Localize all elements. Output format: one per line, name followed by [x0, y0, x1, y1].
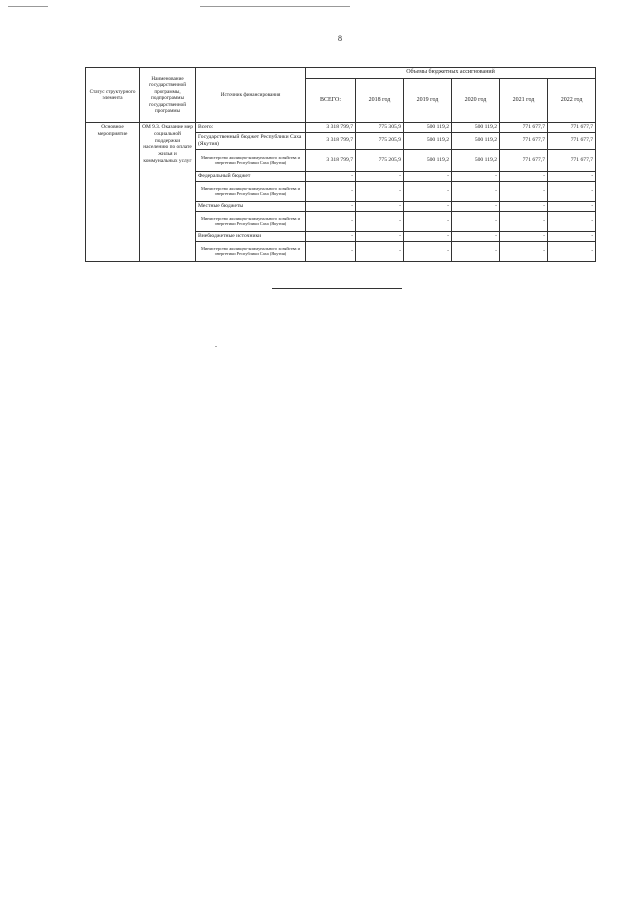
value-cell: - — [548, 211, 596, 231]
value-cell: - — [548, 171, 596, 181]
source-sublabel: Министерство жилищно-коммунального хозяйства и энергетики Республики Саха (Якутия) — [196, 241, 306, 261]
value-cell: - — [404, 201, 452, 211]
value-cell: 775 205,9 — [356, 149, 404, 171]
value-cell: - — [306, 201, 356, 211]
page-number: 8 — [338, 34, 342, 43]
value-cell: 500 119,2 — [452, 149, 500, 171]
value-cell: - — [452, 181, 500, 201]
header-program-name: Наименование государственной программы, подпрограммы государственной программы — [140, 68, 196, 123]
value-cell: - — [404, 211, 452, 231]
source-label: Внебюджетные источники — [196, 231, 306, 241]
value-cell: - — [500, 171, 548, 181]
value-cell: - — [452, 241, 500, 261]
value-cell: - — [500, 231, 548, 241]
header-year-2021: 2021 год — [500, 78, 548, 123]
value-cell: 775 305,9 — [356, 123, 404, 133]
value-cell: - — [548, 231, 596, 241]
value-cell: 500 119,2 — [404, 149, 452, 171]
value-cell: 771 677,7 — [548, 132, 596, 149]
value-cell: 771 677,7 — [500, 132, 548, 149]
value-cell: - — [306, 171, 356, 181]
table-row — [86, 123, 596, 133]
header-volumes: Объемы бюджетных ассигнований — [306, 68, 596, 79]
value-cell: - — [356, 201, 404, 211]
source-sublabel: Министерство жилищно-коммунального хозяйства и энергетики Республики Саха (Якутия) — [196, 149, 306, 171]
value-cell: 3 318 799,7 — [306, 132, 356, 149]
value-cell: 500 119,2 — [452, 123, 500, 133]
value-cell: - — [500, 181, 548, 201]
value-cell: 500 119,2 — [404, 132, 452, 149]
value-cell: - — [548, 241, 596, 261]
scan-artifact-line — [8, 6, 48, 7]
program-cell: ОМ 9.3. Оказание мер социальной поддержки населению по оплате жилья и коммунальных услуг — [140, 123, 196, 262]
value-cell: - — [404, 171, 452, 181]
closing-rule — [272, 288, 402, 289]
value-cell: - — [548, 181, 596, 201]
value-cell: - — [452, 231, 500, 241]
scan-artifact-line — [200, 6, 350, 7]
value-cell: 500 119,2 — [452, 132, 500, 149]
value-cell: - — [356, 211, 404, 231]
value-cell: - — [404, 181, 452, 201]
value-cell: 771 677,7 — [548, 149, 596, 171]
value-cell: - — [500, 211, 548, 231]
value-cell: - — [356, 231, 404, 241]
source-sublabel: Министерство жилищно-коммунального хозяйства и энергетики Республики Саха (Якутия) — [196, 211, 306, 231]
value-cell: - — [356, 241, 404, 261]
value-cell: 500 119,2 — [404, 123, 452, 133]
value-cell: - — [306, 241, 356, 261]
value-cell: - — [306, 181, 356, 201]
source-label: Федеральный бюджет — [196, 171, 306, 181]
header-status: Статус структурного элемента — [86, 68, 140, 123]
value-cell: - — [356, 181, 404, 201]
value-cell: - — [404, 231, 452, 241]
value-cell: - — [452, 201, 500, 211]
value-cell: - — [306, 231, 356, 241]
value-cell: 775 205,9 — [356, 132, 404, 149]
value-cell: - — [452, 171, 500, 181]
value-cell: - — [500, 201, 548, 211]
header-year-2019: 2019 год — [404, 78, 452, 123]
value-cell: - — [356, 171, 404, 181]
value-cell: - — [500, 241, 548, 261]
header-year-2022: 2022 год — [548, 78, 596, 123]
header-source: Источник финансирования — [196, 68, 306, 123]
header-year-2020: 2020 год — [452, 78, 500, 123]
budget-table — [85, 67, 596, 262]
value-cell: - — [548, 201, 596, 211]
value-cell: - — [452, 211, 500, 231]
source-label: Государственный бюджет Республики Саха (Якутия) — [196, 132, 306, 149]
source-label: Местные бюджеты — [196, 201, 306, 211]
header-year-2018: 2018 год — [356, 78, 404, 123]
value-cell: - — [306, 211, 356, 231]
value-cell: 3 318 799,7 — [306, 149, 356, 171]
source-sublabel: Министерство жилищно-коммунального хозяйства и энергетики Республики Саха (Якутия) — [196, 181, 306, 201]
value-cell: 771 677,7 — [500, 123, 548, 133]
scan-mark — [215, 346, 217, 347]
value-cell: 771 677,7 — [548, 123, 596, 133]
value-cell: 3 318 799,7 — [306, 123, 356, 133]
source-label: Всего: — [196, 123, 306, 133]
value-cell: 771 677,7 — [500, 149, 548, 171]
header-year-total: ВСЕГО: — [306, 78, 356, 123]
header-row — [86, 68, 596, 79]
status-cell: Основное мероприятие — [86, 123, 140, 262]
value-cell: - — [404, 241, 452, 261]
